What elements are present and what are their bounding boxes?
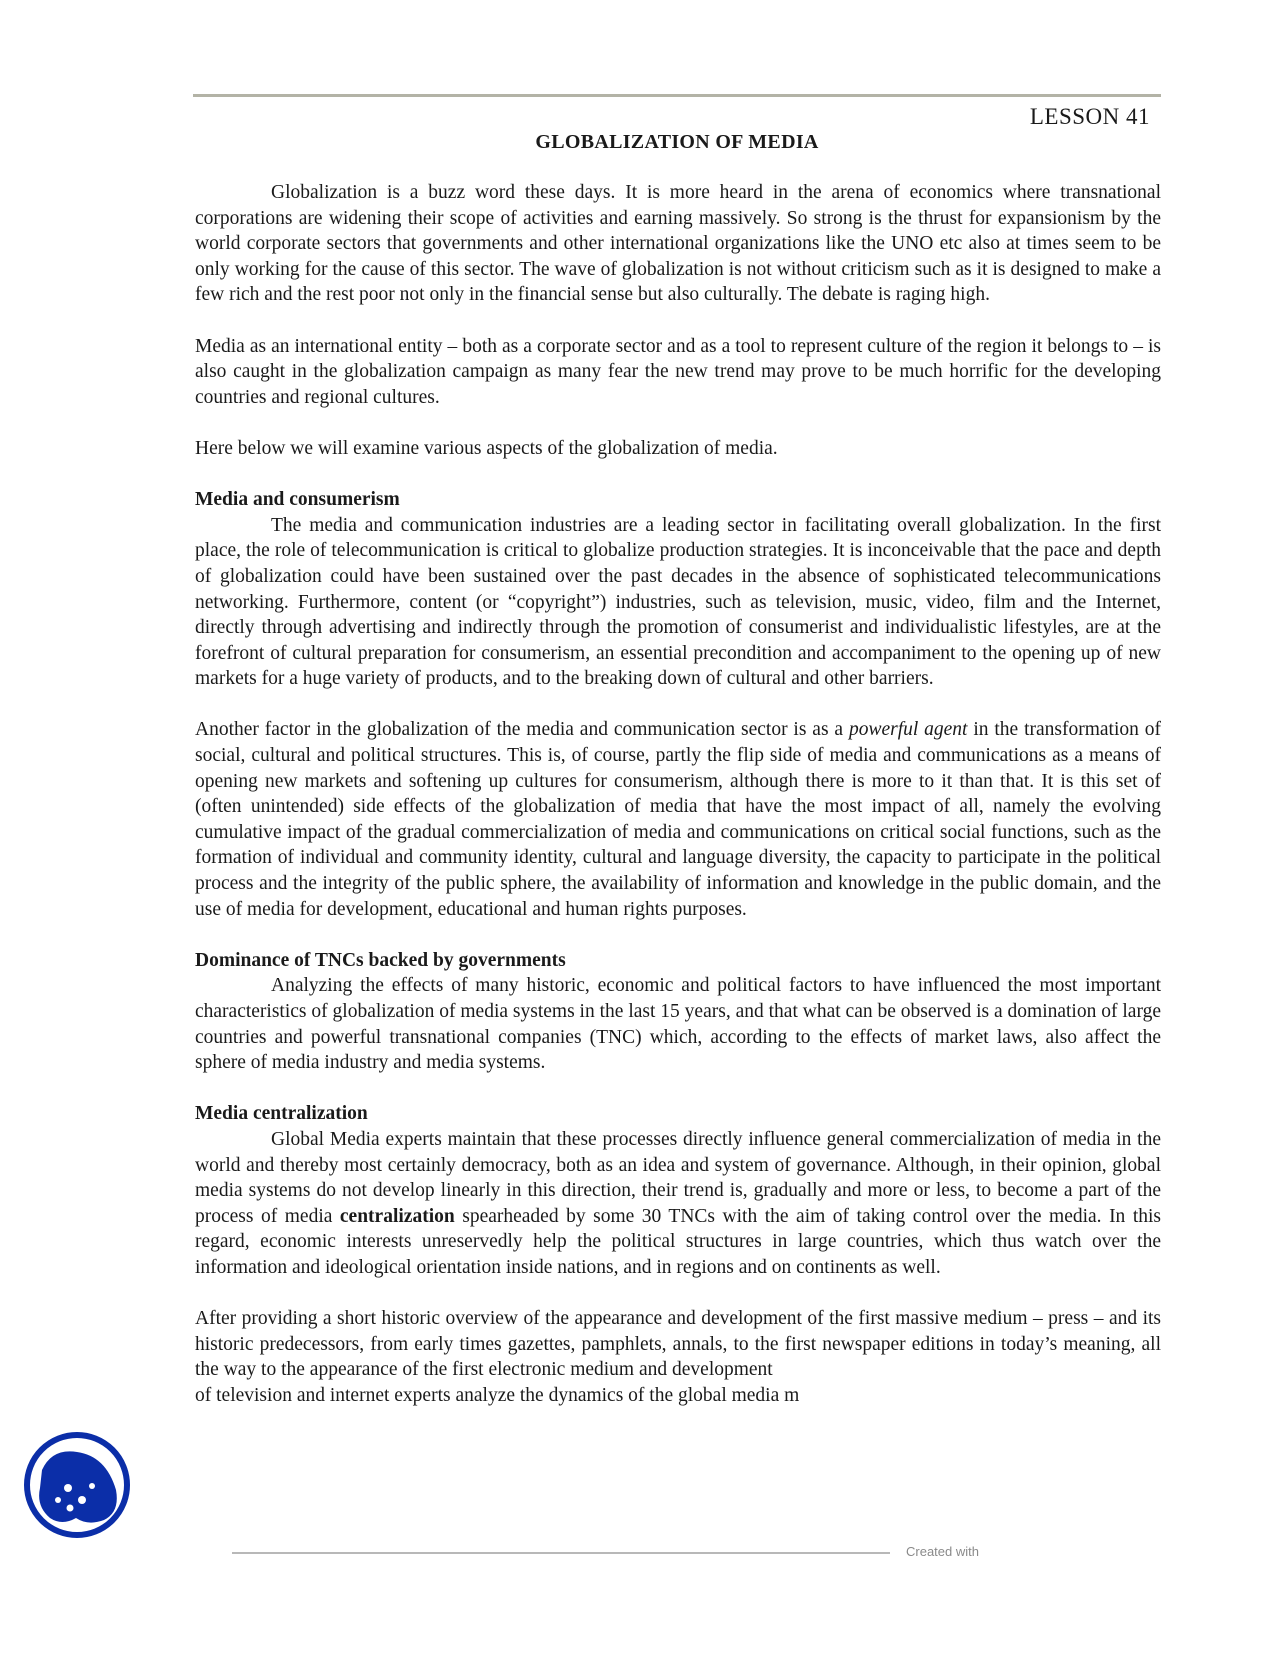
section-heading-consumerism: Media and consumerism xyxy=(195,489,400,511)
created-with-label: Created with xyxy=(906,1544,979,1559)
consumerism-paragraph-1: The media and communication industries are a leading sector in facilitating overall globalization. In the first place, the role of telecommunication is critical to globalize production strategies. It is inconceivable that the pace and depth of globalization could have been sustained over the past decades in the absence of sophisticated telecommunications networking. Furthermore, content (or “copyright”) industries, such as television, music, video, film and the Internet, directly through advertising and indirectly through the promotion of consumerist and individualistic lifestyles, are at the forefront of cultural preparation for consumerism, an essential precondition and accompaniment to the opening up of new markets for a huge variety of products, and to the breaking down of cultural and other barriers. xyxy=(195,514,1161,690)
text-run: Another factor in the globalization of the media and communication sector is as a xyxy=(195,719,849,741)
text-run: in the transformation of social, cultural and political structures. This is, of course, partly the flip side of media and communications as a means of opening new markets and softening up cultures for consumerism, although there is more to it than that. It is this set of (often unintended) side effects of the globalization of media that have the most impact of all, namely the evolving cumulative impact of the gradual commercialization of media and communications on critical social functions, such as the formation of individual and community identity, cultural and language diversity, the capacity to participate in the political process and the integrity of the public sphere, the availability of information and knowledge in the public domain, and the use of media for development, educational and human rights purposes. xyxy=(195,719,1161,920)
centralization-paragraph-2: After providing a short historic overview of the appearance and development of the first massive medium – press – and its historic predecessors, from early times gazettes, pamphlets, annals, to the first newspaper editions in today’s meaning, all the way to the appearance of the first electronic medium and development xyxy=(195,1308,1161,1381)
text-run: Global Media experts maintain that these processes directly influence general commercialization of media in the world and thereby most certainly democracy, both as an idea and system of governance. Although, in their opinion, global media systems do not develop linearly in this direction, their trend is, gradually and more or less, to become a part of the process of media xyxy=(195,1128,1161,1227)
document-body xyxy=(195,180,1161,1409)
text-run: spearheaded by some 30 TNCs with the aim of taking control over the media. In this regard, economic interests unreservedly help the political structures in large countries, which thus watch over the information and ideological orientation inside nations, and in regions and on continents as well. xyxy=(195,1205,1161,1278)
consumerism-paragraph-2 xyxy=(195,717,1161,922)
header-rule xyxy=(193,94,1161,97)
section-heading-dominance: Dominance of TNCs backed by governments xyxy=(195,949,566,971)
here-below-paragraph: Here below we will examine various aspects of the globalization of media. xyxy=(195,437,778,459)
footer-rule xyxy=(232,1552,890,1554)
emphasis-powerful-agent: powerful agent xyxy=(848,719,968,741)
section-heading-centralization: Media centralization xyxy=(195,1103,368,1125)
truncated-line: of television and internet experts analyze the dynamics of the global media m xyxy=(195,1384,800,1406)
bold-centralization: centralization xyxy=(339,1205,455,1227)
media-entity-paragraph: Media as an international entity – both as a corporate sector and as a tool to represent culture of the region it belongs to – is also caught in the globalization campaign as many fear the new trend may prove to be much horrific for the developing countries and regional cultures. xyxy=(195,335,1161,408)
intro-paragraph: Globalization is a buzz word these days. It is more heard in the arena of economics where transnational corporations are widening their scope of activities and earning massively. So strong is the thrust for expansionism by the world corporate sectors that governments and other international organizations like the UNO etc also at times seem to be only working for the cause of this sector. The wave of globalization is not without criticism such as it is designed to make a few rich and the rest poor not only in the financial sense but also culturally. The debate is raging high. xyxy=(195,182,1161,306)
ladybug-logo-icon xyxy=(22,1430,132,1540)
centralization-paragraph-1 xyxy=(195,1127,1161,1281)
lesson-label: LESSON 41 xyxy=(1029,104,1150,129)
dominance-paragraph: Analyzing the effects of many historic, economic and political factors to have influenced the most important characteristics of globalization of media systems in the last 15 years, and that what can be observed is a domination of large countries and powerful transnational companies (TNC) which, according to the effects of market laws, also affect the sphere of media industry and media systems. xyxy=(195,975,1161,1074)
page-title: GLOBALIZATION OF MEDIA xyxy=(535,131,819,153)
